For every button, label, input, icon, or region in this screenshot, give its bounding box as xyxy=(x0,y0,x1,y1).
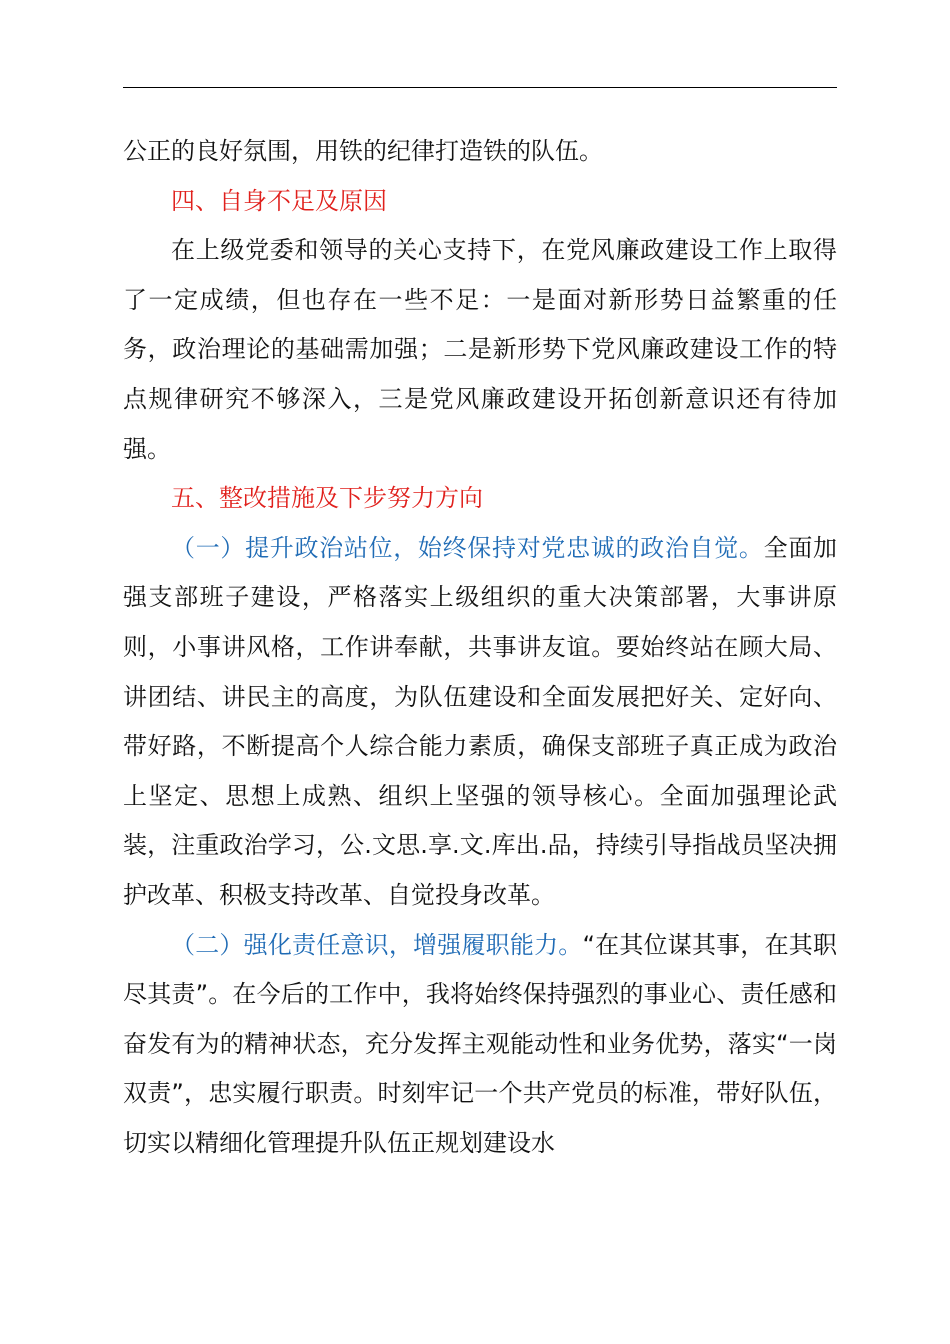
section-heading-5: 五、整改措施及下步努力方向 xyxy=(171,484,483,513)
header-rule xyxy=(123,87,837,88)
subsection-1-body: 全面加强支部班子建设，严格落实上级组织的重大决策部署，大事讲原则，小事讲风格，工作讲奉献，共事讲友谊。要始终站在顾大局、讲团结、讲民主的高度，为队伍建设和全面发展把好关、定好向、带好路，不断提高个人综合能力素质，确保支部班子真正成为政治上坚定、思想上成熟、组织上坚强的领导核心。全面加强理论武装，注重政治学习，公.文思.享.文.库出.品，持续引导指战员坚决拥护改革、积极支持改革、自觉投身改革。 xyxy=(123,533,838,909)
subsection-1-title: （一）提升政治站位，始终保持对党忠诚的政治自觉。 xyxy=(171,533,764,562)
paragraph-continuation: 公正的良好氛围，用铁的纪律打造铁的队伍。 xyxy=(123,137,603,165)
paragraph-subsection-2 xyxy=(123,921,837,1169)
subsection-2-body: “在其位谋其事，在其职尽其责”。在今后的工作中，我将始终保持强烈的事业心、责任感和奋发有为的精神状态，充分发挥主观能动性和业务优势，落实“一岗双责”，忠实履行职责。时刻牢记一个共产党员的标准，带好队伍，切实以精细化管理提升队伍正规划建设水 xyxy=(123,930,838,1157)
paragraph-subsection-1 xyxy=(123,524,837,921)
document-body xyxy=(123,127,837,1168)
section-heading-4: 四、自身不足及原因 xyxy=(171,186,387,215)
subsection-2-title: （二）强化责任意识，增强履职能力。 xyxy=(171,930,583,959)
paragraph-shortcomings: 在上级党委和领导的关心支持下，在党风廉政建设工作上取得了一定成绩，但也存在一些不足：一是面对新形势日益繁重的任务，政治理论的基础需加强；二是新形势下党风廉政建设工作的特点规律研究不够深入，三是党风廉政建设开拓创新意识还有待加强。 xyxy=(123,236,837,463)
